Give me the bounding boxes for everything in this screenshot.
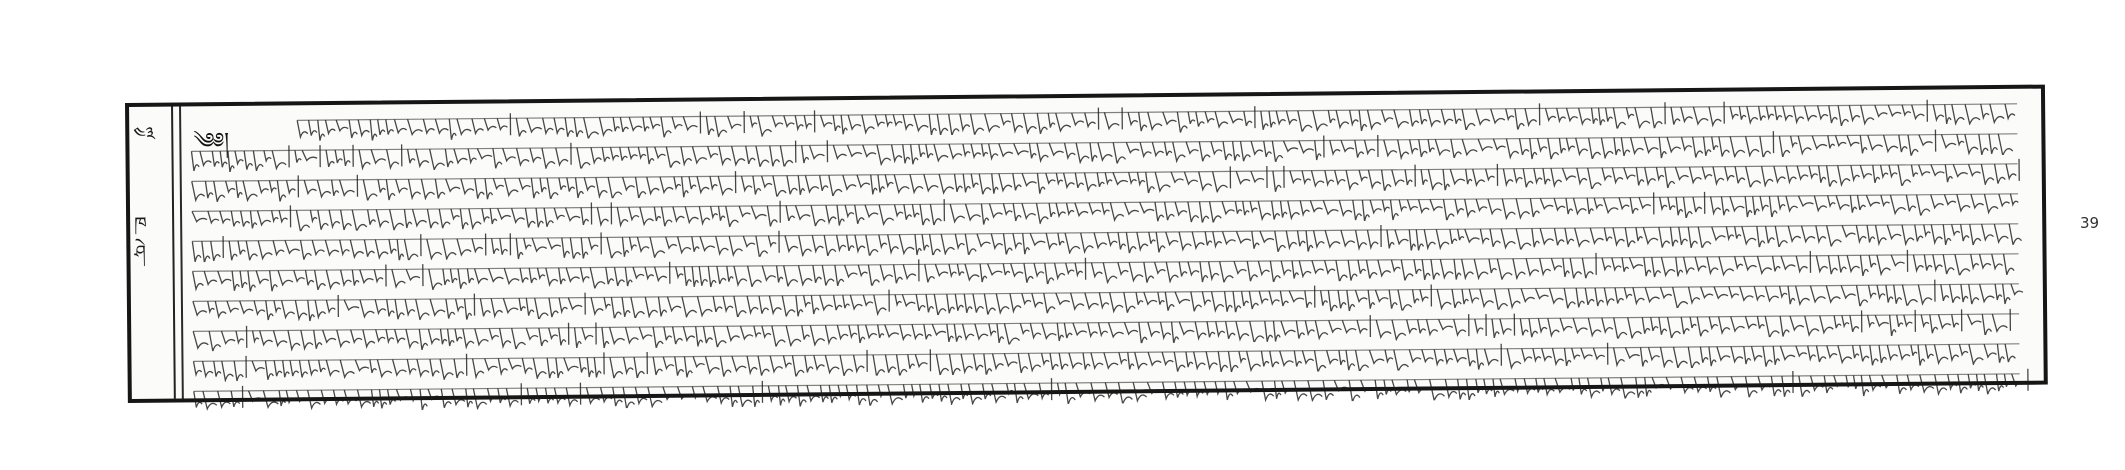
inner-margin-rule — [179, 106, 184, 398]
page-number: 39 — [2080, 214, 2100, 232]
folio-frame — [125, 85, 2048, 403]
left-margin — [129, 107, 176, 399]
text-block — [187, 95, 2034, 391]
margin-label-bottom: ཤེ — [134, 241, 146, 263]
margin-label-middle: ཁ — [134, 213, 147, 235]
margin-label-top: ༤༣ — [133, 123, 156, 145]
opening-mark: ༄༅། — [193, 129, 230, 155]
